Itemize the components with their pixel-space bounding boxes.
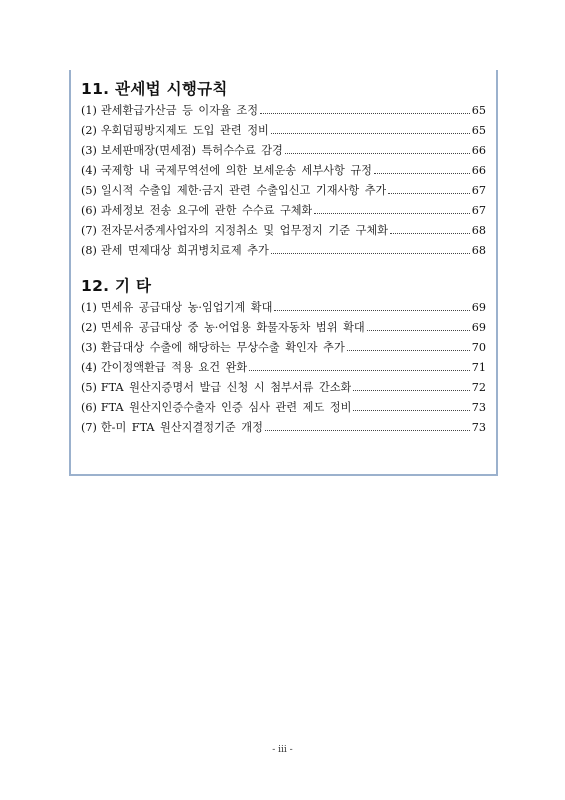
entry-page-number: 73 [471,421,486,434]
toc-entry[interactable] [81,201,486,221]
dot-leader [367,329,470,331]
toc-entry[interactable] [81,241,486,261]
entry-number: (3) [81,144,97,157]
entry-title: FTA 원산지증명서 발급 신청 시 첨부서류 간소화 [100,381,352,394]
entry-title: 일시적 수출입 제한·금지 관련 수출입신고 기재사항 추가 [100,184,387,197]
toc-entry[interactable] [81,181,486,201]
entry-title: 간이정액환급 적용 요건 완화 [100,361,248,374]
entry-number: (6) [81,401,97,414]
toc-entry[interactable] [81,338,486,358]
entry-number: (1) [81,104,97,117]
entry-number: (4) [81,164,97,177]
dot-leader [249,369,470,371]
page-number-footer: - iii - [272,745,293,755]
entry-page-number: 67 [471,184,486,197]
entry-page-number: 68 [471,244,486,257]
entry-title: 환급대상 수출에 해당하는 무상수출 확인자 추가 [100,341,345,354]
dot-leader [353,389,469,391]
entry-title: 한-미 FTA 원산지결정기준 개정 [100,421,263,434]
entry-title: 관세환급가산금 등 이자율 조정 [100,104,259,117]
entry-page-number: 66 [471,144,486,157]
entry-title: 면세유 공급대상 농·임업기계 확대 [100,301,273,314]
toc-entry[interactable] [81,398,486,418]
entry-number: (7) [81,224,97,237]
entry-number: (5) [81,184,97,197]
dot-leader [390,232,470,234]
entry-page-number: 65 [471,104,486,117]
dot-leader [374,172,470,174]
toc-entry[interactable] [81,221,486,241]
dot-leader [265,429,470,431]
entry-title: FTA 원산지인증수출자 인증 심사 관련 제도 정비 [100,401,352,414]
entry-page-number: 71 [471,361,486,374]
entry-number: (4) [81,361,97,374]
toc-box [69,70,498,476]
dot-leader [388,192,469,194]
entry-title: 우회덤핑방지제도 도입 관련 정비 [100,124,269,137]
entry-page-number: 68 [471,224,486,237]
dot-leader [260,112,470,114]
dot-leader [274,309,469,311]
entry-number: (2) [81,124,97,137]
entry-number: (1) [81,301,97,314]
entry-page-number: 67 [471,204,486,217]
toc-section-11 [81,78,486,261]
entry-title: 보세판매장(면세점) 특허수수료 감경 [100,144,283,157]
entry-title: 관세 면제대상 희귀병치료제 추가 [100,244,269,257]
toc-entry[interactable] [81,358,486,378]
toc-entry[interactable] [81,318,486,338]
toc-entry[interactable] [81,141,486,161]
entry-title: 전자문서중계사업자의 지정취소 및 업무정지 기준 구체화 [100,224,389,237]
toc-entry[interactable] [81,101,486,121]
entry-number: (5) [81,381,97,394]
toc-entry[interactable] [81,418,486,438]
section-title: 12. 기 타 [81,277,152,295]
toc-entry[interactable] [81,298,486,318]
dot-leader [285,152,470,154]
entry-number: (6) [81,204,97,217]
section-title: 11. 관세법 시행규칙 [81,80,228,98]
toc-entry[interactable] [81,121,486,141]
dot-leader [347,349,470,351]
entry-number: (3) [81,341,97,354]
dot-leader [271,252,470,254]
entry-title: 과세정보 전송 요구에 관한 수수료 구체화 [100,204,313,217]
entry-page-number: 66 [471,164,486,177]
dot-leader [271,132,470,134]
entry-number: (2) [81,321,97,334]
entry-page-number: 65 [471,124,486,137]
toc-entry[interactable] [81,161,486,181]
toc-section-12 [81,275,486,438]
dot-leader [314,212,469,214]
entry-number: (7) [81,421,97,434]
entry-title: 국제항 내 국제무역선에 의한 보세운송 세부사항 규정 [100,164,372,177]
dot-leader [353,409,469,411]
entry-page-number: 72 [471,381,486,394]
entry-page-number: 69 [471,301,486,314]
entry-title: 면세유 공급대상 중 농·어업용 화물자동차 범위 확대 [100,321,365,334]
entry-number: (8) [81,244,97,257]
entry-page-number: 70 [471,341,486,354]
entry-page-number: 73 [471,401,486,414]
entry-page-number: 69 [471,321,486,334]
toc-entry[interactable] [81,378,486,398]
